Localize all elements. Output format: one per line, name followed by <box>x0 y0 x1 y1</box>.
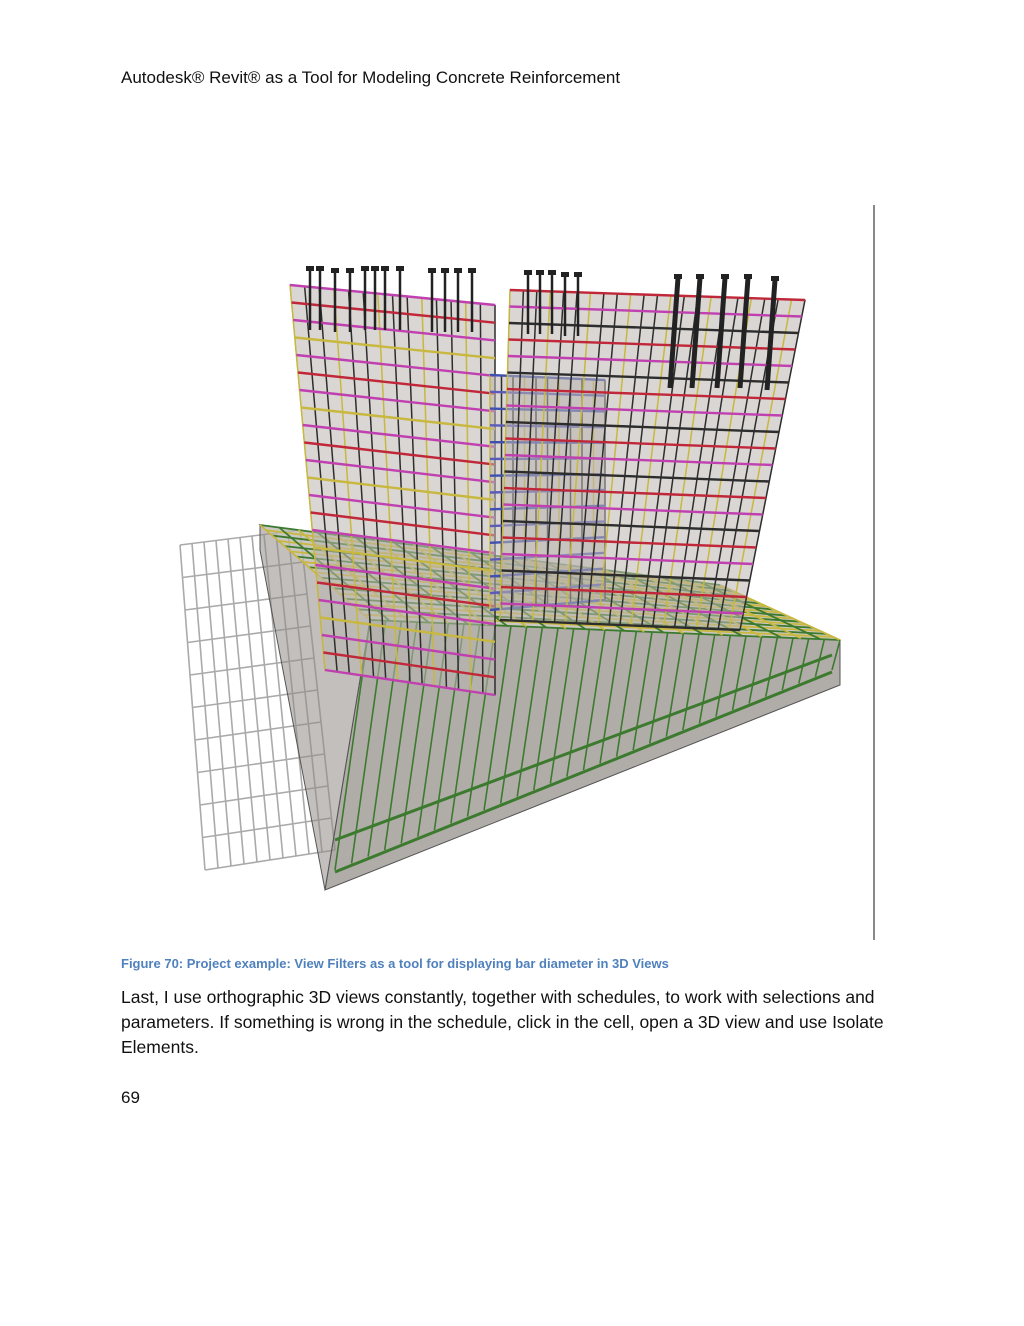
reinforcement-3d-figure <box>160 200 880 945</box>
running-header: Autodesk® Revit® as a Tool for Modeling Concrete Reinforcement <box>121 68 621 87</box>
body-paragraph: Last, I use orthographic 3D views constantly, together with schedules, to work with selections and parameters. If something is wrong in the schedule, click in the cell, open a 3D view and use Isolate Elements. <box>121 987 884 1057</box>
rebar-model-illustration <box>160 200 880 945</box>
figure-caption: Figure 70: Project example: View Filters as a tool for displaying bar diameter in 3D Views <box>121 956 669 971</box>
page-number: 69 <box>121 1088 140 1107</box>
right-wall <box>500 290 805 630</box>
